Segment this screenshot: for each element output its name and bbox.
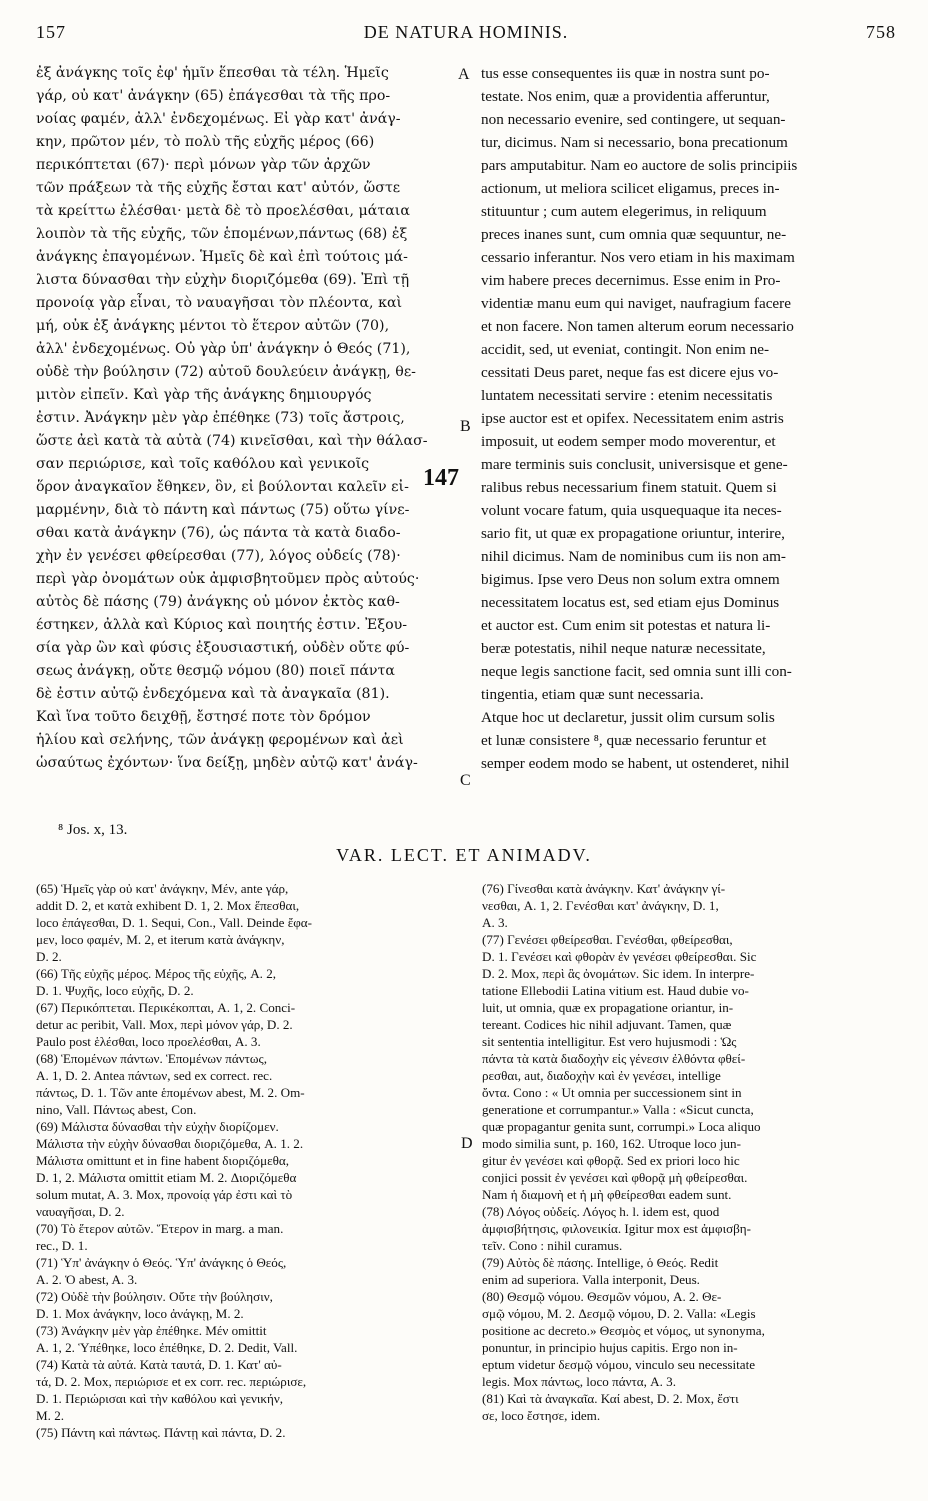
latin-text-line: sario fit, ut quæ ex propagatione oriuntur, interire, xyxy=(481,525,785,542)
note-line: Μάλιστα τὴν εὐχὴν δύνασθαι διοριζόμεθα, A. 1. 2. xyxy=(36,1136,304,1151)
note-line: D. 1. Περιώρισαι καὶ τὴν καθόλου καὶ γενικήν, xyxy=(36,1391,284,1406)
note-line: Nam ἡ διαμονὴ et ἡ μὴ φθείρεσθαι eadem sunt. xyxy=(482,1187,732,1202)
note-line: D. 1, 2. Μάλιστα omittit etiam M. 2. Διοριζόμεθα xyxy=(36,1170,297,1185)
note-line: (68) Ἑπομένων πάντων. Ἑπομένων πάντως, xyxy=(36,1051,267,1066)
note-line: nino, Vall. Πάντως abest, Con. xyxy=(36,1102,197,1117)
latin-text-line: stituuntur ; cum autem elegerimus, in reliquum xyxy=(481,203,767,220)
variant-notes-left xyxy=(36,880,456,1441)
note-line: luit, ut omnia, quæ ex propagatione oriantur, in- xyxy=(482,1000,734,1015)
note-line: πάντως, D. 1. Τῶν ante ἑπομένων abest, M. 2. Om- xyxy=(36,1085,305,1100)
note-line: (69) Μάλιστα δύνασθαι τὴν εὐχὴν διορίζομεν. xyxy=(36,1119,279,1134)
note-line: ὄντα. Cono : « Ut omnia per successionem sint in xyxy=(482,1085,742,1100)
greek-text-line: ὅρον ἀναγκαῖον ἔθηκεν, ὃν, εἰ βούλονται καλεῖν εἰ- xyxy=(36,479,409,495)
note-line: generatione et corrumpantur.» Valla : «Sicut cuncta, xyxy=(482,1102,754,1117)
column-number: 147 xyxy=(423,465,459,491)
latin-text-line: accidit, sed, ut eveniat, contingit. Non enim ne- xyxy=(481,341,770,358)
variant-notes-right xyxy=(482,880,902,1424)
greek-text-line: ἡλίου καὶ σελήνης, τῶν ἀνάγκῃ φερομένων καὶ ἀεὶ xyxy=(36,732,404,748)
greek-text-line: έστηκεν, ἀλλὰ καὶ Κύριος καὶ ποιητής ἐστιν. Ἐξου- xyxy=(36,617,408,633)
greek-text-line: χὴν ἐν γενέσει φθείρεσθαι (77), λόγος οὐδείς (78)· xyxy=(36,548,401,564)
note-line: ρεσθαι, aut, διαδοχὴν καὶ ἐν γενέσει, intellige xyxy=(482,1068,721,1083)
note-line: tereant. Codices hic nihil adjuvant. Tamen, quæ xyxy=(482,1017,732,1032)
latin-text-column xyxy=(481,62,899,775)
greek-text-line: σαν περιώρισε, καὶ τοῖς καθόλου καὶ γενικοῖς xyxy=(36,456,370,472)
note-line: (80) Θεσμῷ νόμου. Θεσμῶν νόμου, A. 2. Θε- xyxy=(482,1289,722,1304)
latin-text-line: actionum, ut meliora scilicet eligamus, preces in- xyxy=(481,180,780,197)
greek-text-line: ἀλλ' ἐνδεχομένως. Οὐ γὰρ ὑπ' ἀνάγκην ὁ Θεός (71), xyxy=(36,341,411,357)
note-line: positione ac decreto.» Θεσμὸς et νόμος, ut synonyma, xyxy=(482,1323,765,1338)
greek-text-line: λιστα δύνασθαι τὴν εὐχὴν διοριζόμεθα (69). Ἐπὶ τῇ xyxy=(36,272,410,288)
latin-text-line: ipse auctor est et opifex. Necessitatem enim astris xyxy=(481,410,784,427)
note-line: (78) Λόγος οὐδείς. Λόγος h. l. idem est, quod xyxy=(482,1204,720,1219)
note-line: (72) Οὐδὲ τὴν βούλησιν. Οὔτε τὴν βούλησιν, xyxy=(36,1289,273,1304)
greek-text-line: τὰ κρείττω ἐλέσθαι· μετὰ δὲ τὸ προελέσθαι, μάταια xyxy=(36,203,410,219)
latin-text-line: et non facere. Non tamen alterum eorum necessario xyxy=(481,318,794,335)
greek-text-line: περικόπτεται (67)· περὶ μόνων γὰρ τῶν ἀρχῶν xyxy=(36,157,371,173)
latin-text-line: neque legis sanctione facit, sed omnia sunt illi con- xyxy=(481,663,792,680)
greek-text-line: ὡσαύτως ἐχόντων· ἵνα δείξῃ, μηδὲν αὐτῷ κατ' ἀνάγ- xyxy=(36,755,418,771)
greek-text-line: νοίας φαμέν, ἀλλ' ἐνδεχομένως. Εἰ γὰρ κατ' ἀνάγ- xyxy=(36,111,401,127)
note-line: (66) Τῆς εὐχῆς μέρος. Μέρος τῆς εὐχῆς, A. 2, xyxy=(36,966,277,981)
greek-text-line: δὲ ἐστιν αὐτῷ ἐνδεχόμενα καὶ τὰ ἀναγκαῖα (81). xyxy=(36,686,390,702)
note-line: Μάλιστα omittunt et in fine habent διοριζόμεθα, xyxy=(36,1153,290,1168)
latin-text-line: pars amputabitur. Nam eo auctore de solis principiis xyxy=(481,157,798,174)
latin-text-line: tus esse consequentes iis quæ in nostra sunt po- xyxy=(481,65,770,82)
latin-text-line: cessitati Deus paret, neque fas est dicere ejus vo- xyxy=(481,364,779,381)
greek-text-line: Καὶ ἵνα τοῦτο δειχθῇ, ἔστησέ ποτε τὸν δρόμον xyxy=(36,709,371,725)
greek-text-line: γάρ, οὐ κατ' ἀνάγκην (65) ἐπάγεσθαι τὰ τῆς προ- xyxy=(36,88,391,104)
greek-text-line: ἀνάγκης ἐπαγομένων. Ἡμεῖς δὲ καὶ ἐπὶ τούτοις μά- xyxy=(36,249,408,265)
greek-text-line: μιτὸν εἰπεῖν. Καὶ γὰρ τῆς ἀνάγκης δημιουργός xyxy=(36,387,372,403)
greek-text-column xyxy=(36,62,454,775)
latin-text-line: bigimus. Ipse vero Deus non solum extra omnem xyxy=(481,571,780,588)
note-line: σε, loco ἔστησε, idem. xyxy=(482,1408,601,1423)
note-line: D. 1. Γενέσει καὶ φθορὰν ἐν γενέσει φθείρεσθαι. Sic xyxy=(482,949,757,964)
latin-text-line: vim habere preces decernimus. Esse enim in Pro- xyxy=(481,272,781,289)
greek-text-line: ἐξ ἀνάγκης τοῖς ἐφ' ἡμῖν ἕπεσθαι τὰ τέλη. Ἡμεῖς xyxy=(36,65,389,81)
note-line: gitur ἐν γενέσει καὶ φθορᾷ. Sed ex priori loco hic xyxy=(482,1153,740,1168)
latin-text-line: Atque hoc ut declaretur, jussit olim cursum solis xyxy=(481,709,775,726)
note-line: rec., D. 1. xyxy=(36,1238,88,1253)
note-line: (67) Περικόπτεται. Περικέκοπται, A. 1, 2. Conci- xyxy=(36,1000,296,1015)
greek-text-line: μή, οὐκ ἐξ ἀνάγκης μέντοι τὸ ἕτερον αὐτῶν (70), xyxy=(36,318,390,334)
latin-text-line: cessario inferantur. Nos vero etiam in his maximam xyxy=(481,249,795,266)
note-line: (65) Ἡμεῖς γὰρ οὐ κατ' ἀνάγκην, Μέν, ante γάρ, xyxy=(36,881,289,896)
note-line: A. 2. Ὁ abest, A. 3. xyxy=(36,1272,138,1287)
greek-text-line: ἐστιν. Ἀνάγκην μὲν γὰρ ἐπέθηκε (73) τοῖς ἄστροις, xyxy=(36,410,405,426)
note-line: τεῖν. Cono : nihil curamus. xyxy=(482,1238,623,1253)
note-line: A. 3. xyxy=(482,915,508,930)
note-line: σμῷ νόμου, M. 2. Δεσμῷ νόμου, D. 2. Valla: «Legis xyxy=(482,1306,756,1321)
latin-text-line: videntiæ manu eum qui naviget, naufragium facere xyxy=(481,295,791,312)
note-line: (79) Αὐτὸς δὲ πάσης. Intellige, ὁ Θεός. Redit xyxy=(482,1255,719,1270)
note-line: modo similia sunt, p. 160, 162. Utroque loco jun- xyxy=(482,1136,741,1151)
note-line: loco ἐπάγεσθαι, D. 1. Sequi, Con., Vall. Deinde ἔφα- xyxy=(36,915,312,930)
page-number-right: 758 xyxy=(866,22,896,42)
note-line: eptum videtur δεσμῷ νόμου, vinculo seu necessitate xyxy=(482,1357,756,1372)
greek-text-line: τῶν πράξεων τὰ τῆς εὐχῆς ἔσται κατ' αὐτόν, ὥστε xyxy=(36,180,401,196)
variant-readings-heading: VAR. LECT. ET ANIMADV. xyxy=(336,845,592,865)
note-line: legis. Mox πάντως, loco πάντα, A. 3. xyxy=(482,1374,676,1389)
latin-text-line: luntatem necessitati servire : etenim necessitatis xyxy=(481,387,773,404)
note-line: addit D. 2, et κατὰ exhibent D. 1, 2. Mox ἕπεσθαι, xyxy=(36,898,300,913)
note-line: (76) Γίνεσθαι κατὰ ἀνάγκην. Κατ' ἀνάγκην γί- xyxy=(482,881,726,896)
margin-letter-b: B xyxy=(460,418,471,435)
note-line: quæ propagantur genita sunt, corrumpi.» Loca aliquo xyxy=(482,1119,761,1134)
latin-text-line: beræ potestatis, nihil neque naturæ necessitate, xyxy=(481,640,766,657)
note-line: νεσθαι, A. 1, 2. Γενέσθαι κατ' ἀνάγκην, D. 1, xyxy=(482,898,719,913)
latin-text-line: tingentia, etiam quæ sunt necessaria. xyxy=(481,686,704,703)
note-line: Paulo post ἑλέσθαι, loco προελέσθαι, A. 3. xyxy=(36,1034,261,1049)
latin-text-line: et auctor est. Cum enim sit potestas et natura li- xyxy=(481,617,771,634)
latin-text-line: imposuit, ut eodem semper modo moverentur, et xyxy=(481,433,776,450)
note-line: (77) Γενέσει φθείρεσθαι. Γενέσθαι, φθείρεσθαι, xyxy=(482,932,733,947)
greek-text-line: κην, πρῶτον μέν, τὸ πολὺ τῆς εὐχῆς μέρος (66) xyxy=(36,134,375,150)
page-header xyxy=(36,22,896,50)
latin-text-line: non necessario evenire, sed contingere, ut sequan- xyxy=(481,111,786,128)
latin-text-line: necessitatem locatus est, sed etiam ejus Dominus xyxy=(481,594,780,611)
latin-text-line: ralibus rebus necessarium finem statuit. Quem si xyxy=(481,479,777,496)
latin-text-line: semper eodem modo se habent, ut ostenderet, nihil xyxy=(481,755,790,772)
note-line: ἀμφισβήτησις, φιλονεικία. Igitur mox est ἀμφισβη- xyxy=(482,1221,752,1236)
greek-text-line: σθαι κατὰ ἀνάγκην (76), ὡς πάντα τὰ κατὰ διαδο- xyxy=(36,525,401,541)
greek-text-line: προνοίᾳ γὰρ εἶναι, τὸ ναυαγῆσαι τὸν πλέοντα, καὶ xyxy=(36,295,403,311)
margin-letter-d: D xyxy=(461,1135,473,1152)
note-line: D. 2. Mox, περὶ ἃς ὀνομάτων. Sic idem. In interpre- xyxy=(482,966,755,981)
latin-text-line: testate. Nos enim, quæ a providentia afferuntur, xyxy=(481,88,770,105)
note-line: (71) Ὑπ' ἀνάγκην ὁ Θεός. Ὑπ' ἀνάγκης ὁ Θεός, xyxy=(36,1255,287,1270)
note-line: μεν, loco φαμέν, M. 2, et iterum κατὰ ἀνάγκην, xyxy=(36,932,285,947)
latin-text-line: tur, dicimus. Nam si necessario, bona precationum xyxy=(481,134,788,151)
note-line: D. 2. xyxy=(36,949,62,964)
note-line: (81) Καὶ τὰ ἀναγκαῖα. Καί abest, D. 2. Mox, ἔστι xyxy=(482,1391,739,1406)
note-line: tatione Ellebodii Latina vitium est. Haud dubie vo- xyxy=(482,983,749,998)
note-line: conjici possit ἐν γενέσει καὶ φθορᾷ μὴ φθείρεσθαι. xyxy=(482,1170,748,1185)
greek-text-line: σία γὰρ ὢν καὶ φύσις ἐξουσιαστική, οὐδὲν οὔτε φύ- xyxy=(36,640,410,656)
greek-text-line: οὐδὲ τὴν βούλησιν (72) αὐτοῦ δουλεύειν ἀνάγκῃ, θε- xyxy=(36,364,416,380)
note-line: enim ad superiora. Valla interponit, Deus. xyxy=(482,1272,700,1287)
running-title: DE NATURA HOMINIS. xyxy=(363,22,569,42)
note-line: A. 1, D. 2. Antea πάντων, sed ex correct. rec. xyxy=(36,1068,273,1083)
note-line: ναυαγῆσαι, D. 2. xyxy=(36,1204,125,1219)
greek-text-line: ὥστε ἀεὶ κατὰ τὰ αὐτὰ (74) κινεῖσθαι, καὶ τὴν θάλασ- xyxy=(36,433,428,449)
greek-text-line: περὶ γὰρ ὀνομάτων οὐκ ἀμφισβητοῦμεν πρὸς αὐτούς· xyxy=(36,571,420,587)
note-line: solum mutat, A. 3. Mox, προνοίᾳ γάρ ἐστι καὶ τὸ xyxy=(36,1187,293,1202)
note-line: (75) Πάντη καὶ πάντως. Πάντῃ καὶ πάντα, D. 2. xyxy=(36,1425,286,1440)
note-line: ponuntur, in principio hujus capitis. Ergo non in- xyxy=(482,1340,738,1355)
note-line: D. 1. Mox ἀνάγκην, loco ἀνάγκῃ, M. 2. xyxy=(36,1306,244,1321)
note-line: D. 1. Ψυχῆς, loco εὐχῆς, D. 2. xyxy=(36,983,194,998)
note-line: M. 2. xyxy=(36,1408,65,1423)
latin-text-line: et lunæ consistere ⁸, quæ necessario feruntur et xyxy=(481,732,767,749)
note-line: detur ac peribit, Vall. Mox, περὶ μόνον γάρ, D. 2. xyxy=(36,1017,293,1032)
latin-text-line: nihil dicimus. Nam de nominibus cum iis non am- xyxy=(481,548,786,565)
margin-letter-a: A xyxy=(458,66,470,83)
note-line: A. 1, 2. Ὑπέθηκε, loco ἐπέθηκε, D. 2. Dedit, Vall. xyxy=(36,1340,298,1355)
note-line: τά, D. 2. Mox, περιώρισε et ex corr. rec. περιώρισε, xyxy=(36,1374,307,1389)
note-line: (73) Ἀνάγκην μὲν γὰρ ἐπέθηκε. Μέν omittit xyxy=(36,1323,267,1338)
page-number-left: 157 xyxy=(36,22,66,42)
note-line: sit sententia intelligitur. Est vero hujusmodi : Ὡς xyxy=(482,1034,737,1049)
footnote: ⁸ Jos. x, 13. xyxy=(58,822,128,838)
margin-letter-c: C xyxy=(460,772,471,789)
latin-text-line: preces inanes sunt, cum omnia quæ sequuntur, ne- xyxy=(481,226,787,243)
note-line: (70) Τὸ ἕτερον αὐτῶν. Ἕτερον in marg. a man. xyxy=(36,1221,284,1236)
note-line: (74) Κατὰ τὰ αὐτά. Κατὰ ταυτά, D. 1. Κατ' αὐ- xyxy=(36,1357,282,1372)
greek-text-line: λοιπὸν τὰ τῆς εὐχῆς, τῶν ἑπομένων,πάντως (68) ἐξ xyxy=(36,226,408,242)
greek-text-line: μαρμένην, διὰ τὸ πάντη καὶ πάντως (75) οὕτω γίνε- xyxy=(36,502,410,518)
latin-text-line: mare terminis suis conclusit, universisque et gene- xyxy=(481,456,788,473)
note-line: πάντα τὰ κατὰ διαδοχὴν εἰς γένεσιν ἐλθόντα φθεί- xyxy=(482,1051,746,1066)
greek-text-line: αὐτὸς δὲ πάσης (79) ἀνάγκης οὐ μόνον ἐκτὸς καθ- xyxy=(36,594,400,610)
latin-text-line: volunt vocare fatum, quia usquequaque ita neces- xyxy=(481,502,782,519)
greek-text-line: σεως ἀνάγκῃ, οὔτε θεσμῷ νόμου (80) ποιεῖ πάντα xyxy=(36,663,395,679)
